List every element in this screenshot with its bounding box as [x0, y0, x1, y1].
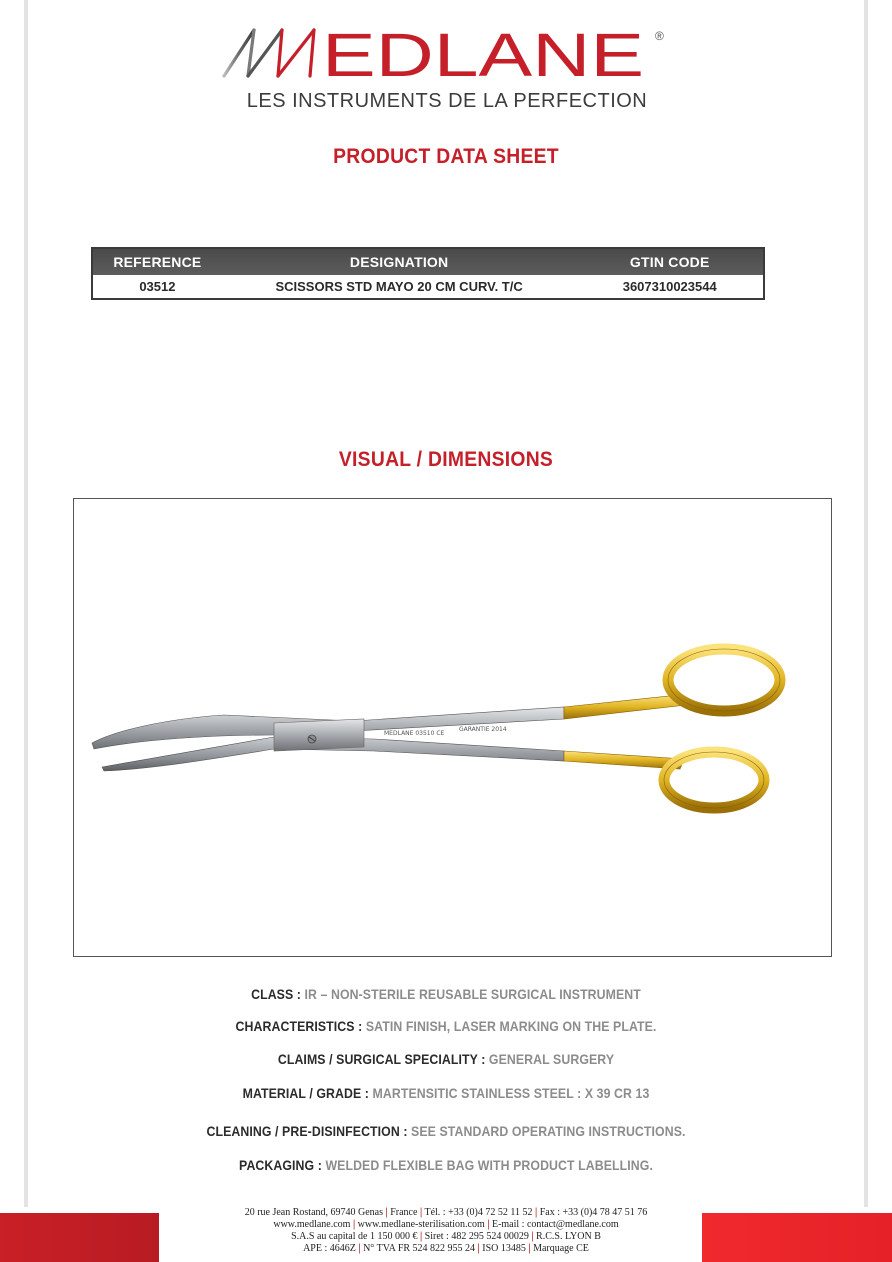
- cell-gtin: 3607310023544: [622, 279, 717, 294]
- header-designation: DESIGNATION: [222, 248, 577, 275]
- footer-line-compliance: APE : 4646Z | N° TVA FR 524 822 955 24 | ISO 13485 | Marquage CE: [303, 1243, 589, 1254]
- brand-tagline: LES INSTRUMENTS DE LA PERFECTION: [246, 90, 648, 112]
- upper-finger-ring: [668, 649, 780, 711]
- table-row: [92, 275, 764, 299]
- lower-finger-ring: [664, 752, 764, 808]
- table-header-row: [92, 248, 764, 275]
- left-margin-line: [24, 0, 28, 1207]
- footer-red-bar-left: [0, 1213, 159, 1262]
- footer-line-address: 20 rue Jean Rostand, 69740 Genas | France | Tél. : +33 (0)4 72 52 11 52 | Fax : +33 (0)4 78 47 51 76: [244, 1207, 648, 1218]
- header-gtin: GTIN CODE: [576, 248, 764, 275]
- product-reference-table: [91, 247, 765, 300]
- spec-class: CLASS : IR – NON-STERILE REUSABLE SURGICAL INSTRUMENT: [251, 986, 641, 1002]
- spec-material: MATERIAL / GRADE : MARTENSITIC STAINLESS STEEL : X 39 CR 13: [242, 1085, 650, 1101]
- engraving-guarantee: GARANTIE 2014: [459, 726, 507, 733]
- joint-plate: [274, 719, 364, 751]
- spec-packaging: PACKAGING : WELDED FLEXIBLE BAG WITH PRODUCT LABELLING.: [239, 1157, 653, 1173]
- cell-designation: SCISSORS STD MAYO 20 CM CURV. T/C: [275, 279, 523, 294]
- footer-line-registration: S.A.S au capital de 1 150 000 € | Siret : 482 295 524 00029 | R.C.S. LYON B: [291, 1231, 601, 1242]
- footer-line-web: www.medlane.com | www.medlane-sterilisation.com | E-mail : contact@medlane.com: [273, 1219, 619, 1230]
- medlane-logo: [218, 24, 678, 84]
- upper-gold-shank: [564, 695, 686, 719]
- email-link[interactable]: E-mail : contact@medlane.com: [491, 1219, 619, 1230]
- visual-dimensions-title: VISUAL / DIMENSIONS: [338, 448, 554, 471]
- registered-mark: ®: [655, 29, 664, 43]
- spec-characteristics: CHARACTERISTICS : SATIN FINISH, LASER MARKING ON THE PLATE.: [235, 1018, 657, 1034]
- product-data-sheet-title: PRODUCT DATA SHEET: [333, 145, 559, 168]
- spec-claims: CLAIMS / SURGICAL SPECIALITY : GENERAL SURGERY: [277, 1051, 615, 1067]
- spec-cleaning: CLEANING / PRE-DISINFECTION : SEE STANDARD OPERATING INSTRUCTIONS.: [206, 1123, 686, 1139]
- right-margin-line: [864, 0, 868, 1207]
- header-reference: REFERENCE: [92, 248, 222, 275]
- product-image-frame: [73, 498, 832, 957]
- footer-red-bar-right: [702, 1213, 892, 1262]
- engraving-marking: MEDLANE 03510 CE: [384, 730, 445, 737]
- website-link[interactable]: www.medlane.com: [273, 1219, 351, 1230]
- sterilisation-website-link[interactable]: www.medlane-sterilisation.com: [357, 1219, 485, 1230]
- logo-wordmark: EDLANE: [322, 24, 644, 84]
- company-footer: [180, 1207, 712, 1255]
- scissors-illustration: [74, 499, 831, 956]
- cell-reference: 03512: [139, 279, 176, 294]
